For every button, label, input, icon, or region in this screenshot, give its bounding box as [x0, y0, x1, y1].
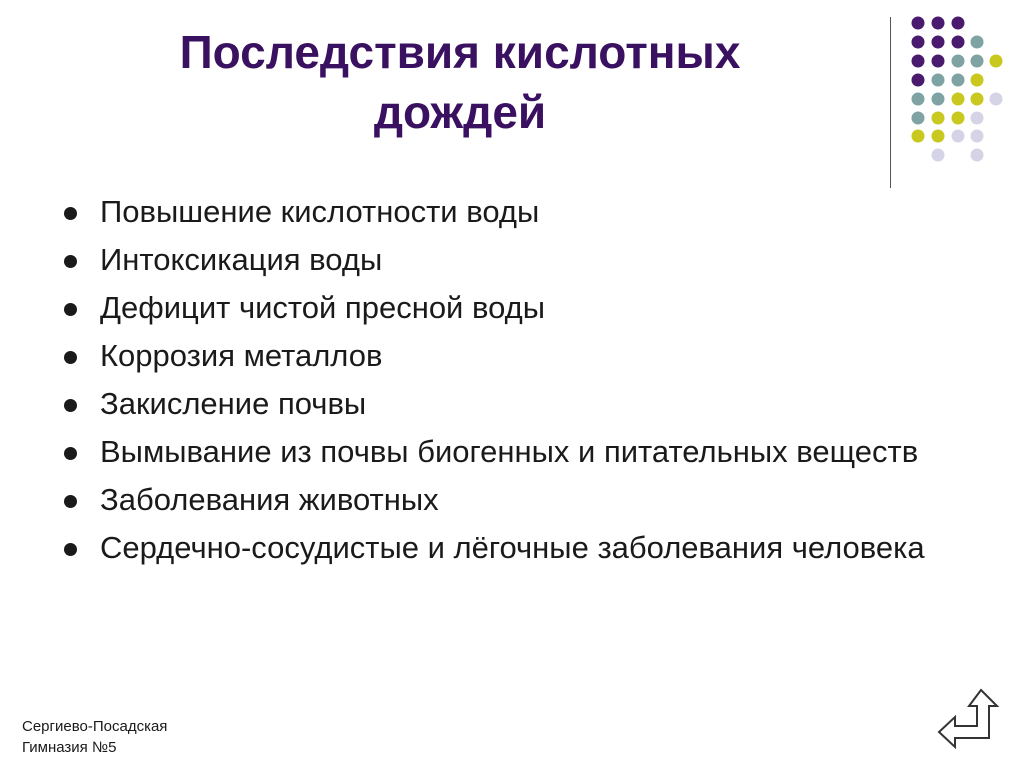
deco-dot	[990, 55, 1003, 68]
bullet-list	[62, 194, 962, 578]
deco-dot	[952, 112, 965, 125]
bullet-text: Дефицит чистой пресной воды	[100, 290, 546, 325]
deco-dot	[971, 36, 984, 49]
deco-dot	[912, 17, 925, 30]
deco-dot	[932, 17, 945, 30]
deco-dot	[952, 17, 965, 30]
bullet-dot-icon	[64, 207, 77, 220]
deco-dot	[932, 93, 945, 106]
deco-dot	[971, 112, 984, 125]
deco-dot	[952, 130, 965, 143]
title-divider	[890, 17, 891, 188]
deco-dot	[912, 55, 925, 68]
bullet-item	[62, 530, 962, 566]
dot-grid-decoration	[905, 12, 1015, 167]
deco-dot	[990, 93, 1003, 106]
bullet-text: Повышение кислотности воды	[100, 194, 540, 229]
bullet-text: Интоксикация воды	[100, 242, 383, 277]
deco-dot	[932, 74, 945, 87]
deco-dot	[912, 112, 925, 125]
deco-dot	[952, 36, 965, 49]
deco-dot	[932, 112, 945, 125]
bullet-item	[62, 290, 962, 326]
deco-dot	[912, 93, 925, 106]
deco-dot	[952, 55, 965, 68]
bullet-item	[62, 434, 962, 470]
deco-dot	[932, 149, 945, 162]
slide-title	[60, 22, 860, 142]
bullet-dot-icon	[64, 351, 77, 364]
bullet-item	[62, 338, 962, 374]
footer-line-2: Гимназия №5	[22, 739, 117, 756]
bullet-text: Вымывание из почвы биогенных и питательных веществ	[100, 434, 919, 469]
footer-line-1: Сергиево-Посадская	[22, 718, 168, 735]
bullet-item	[62, 242, 962, 278]
footer-school-name	[22, 716, 167, 758]
deco-dot	[971, 74, 984, 87]
title-line-2: дождей	[373, 86, 547, 138]
deco-dot	[971, 55, 984, 68]
deco-dot	[971, 93, 984, 106]
bullet-dot-icon	[64, 399, 77, 412]
bullet-text: Коррозия металлов	[100, 338, 383, 373]
bullet-dot-icon	[64, 255, 77, 268]
deco-dot	[952, 74, 965, 87]
title-line-1: Последствия кислотных	[179, 26, 741, 78]
bullet-item	[62, 386, 962, 422]
deco-dot	[932, 55, 945, 68]
deco-dot	[971, 149, 984, 162]
deco-dot	[971, 130, 984, 143]
bullet-dot-icon	[64, 303, 77, 316]
bullet-text: Сердечно-сосудистые и лёгочные заболевания человека	[100, 530, 925, 565]
deco-dot	[952, 93, 965, 106]
bullet-dot-icon	[64, 447, 77, 460]
return-arrow-icon[interactable]	[936, 688, 1000, 750]
bullet-text: Заболевания животных	[100, 482, 439, 517]
bullet-dot-icon	[64, 543, 77, 556]
deco-dot	[912, 130, 925, 143]
deco-dot	[932, 36, 945, 49]
deco-dot	[912, 36, 925, 49]
bullet-dot-icon	[64, 495, 77, 508]
bullet-item	[62, 194, 962, 230]
bullet-item	[62, 482, 962, 518]
bullet-text: Закисление почвы	[100, 386, 367, 421]
deco-dot	[932, 130, 945, 143]
deco-dot	[912, 74, 925, 87]
